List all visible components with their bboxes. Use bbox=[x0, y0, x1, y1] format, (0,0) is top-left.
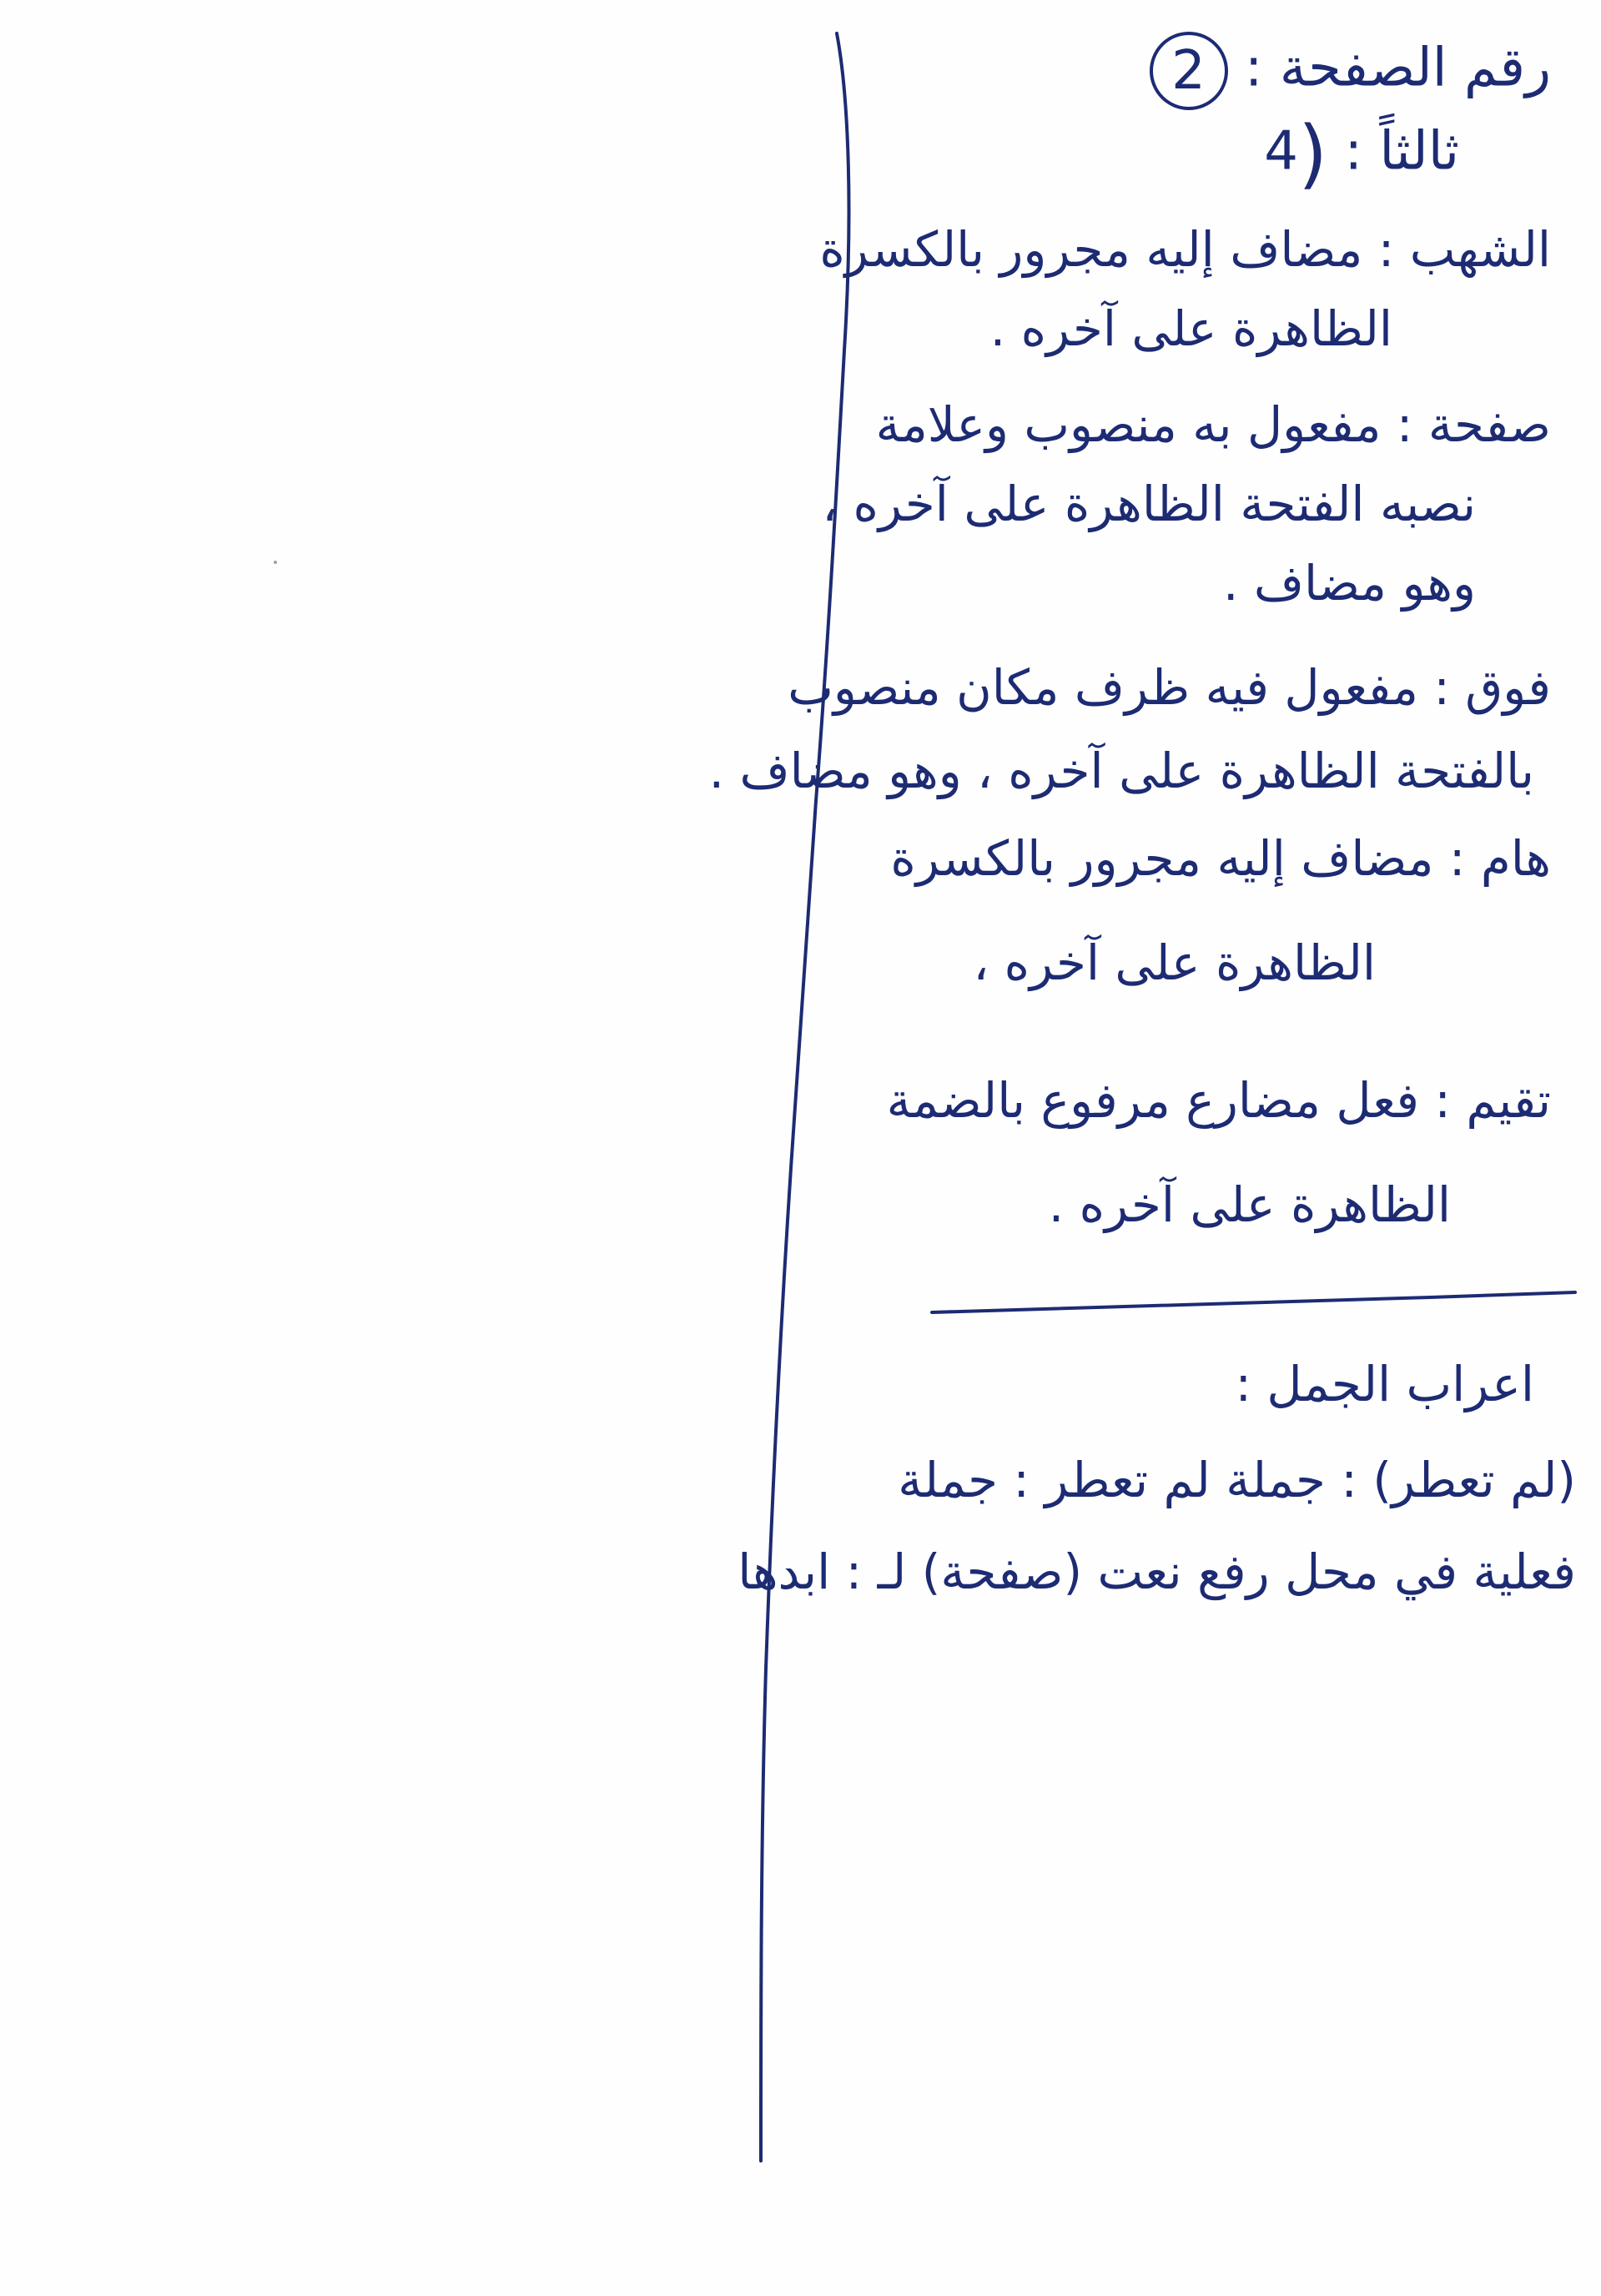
entry-line-9: الظاهرة على آخره ، bbox=[973, 934, 1376, 991]
entry-line-7: بالفتحة الظاهرة على آخره ، وهو مضاف . bbox=[708, 743, 1534, 799]
page-number-label: رقم الصفحة : bbox=[1244, 37, 1551, 99]
entry-line-8: هام : مضاف إليه مجرور بالكسرة bbox=[890, 830, 1551, 887]
page-number-circle bbox=[1150, 32, 1228, 110]
section-number: ثالثاً : (4 bbox=[1264, 110, 1459, 198]
section-value: 4 bbox=[1264, 120, 1298, 183]
sentence-line-1: (لم تعطر) : جملة لم تعطر : جملة bbox=[898, 1452, 1576, 1508]
entry-line-10: تقيم : فعل مضارع مرفوع بالضمة bbox=[886, 1072, 1551, 1129]
paper-speck bbox=[274, 561, 277, 564]
section-divider bbox=[930, 1289, 1577, 1314]
sentences-heading: اعراب الجمل : bbox=[1235, 1356, 1534, 1412]
entry-line-11: الظاهرة على آخره . bbox=[1048, 1176, 1451, 1233]
entry-line-1: الشهب : مضاف إليه مجرور بالكسرة bbox=[819, 221, 1551, 278]
entry-line-6: فوق : مفعول فيه ظرف مكان منصوب bbox=[788, 659, 1551, 716]
page-number bbox=[1150, 32, 1551, 110]
sentence-line-2: فعلية في محل رفع نعت (صفحة) لـ : ابدها bbox=[738, 1543, 1576, 1600]
entry-line-4: نصبه الفتحة الظاهرة على آخره ، bbox=[822, 476, 1476, 532]
entry-line-2: الظاهرة على آخره . bbox=[989, 300, 1392, 357]
page-number-value: 2 bbox=[1171, 40, 1206, 102]
entry-line-5: وهو مضاف . bbox=[1222, 555, 1476, 612]
section-label: ثالثاً : bbox=[1344, 120, 1459, 183]
entry-line-3: صفحة : مفعول به منصوب وعلامة bbox=[875, 396, 1551, 453]
